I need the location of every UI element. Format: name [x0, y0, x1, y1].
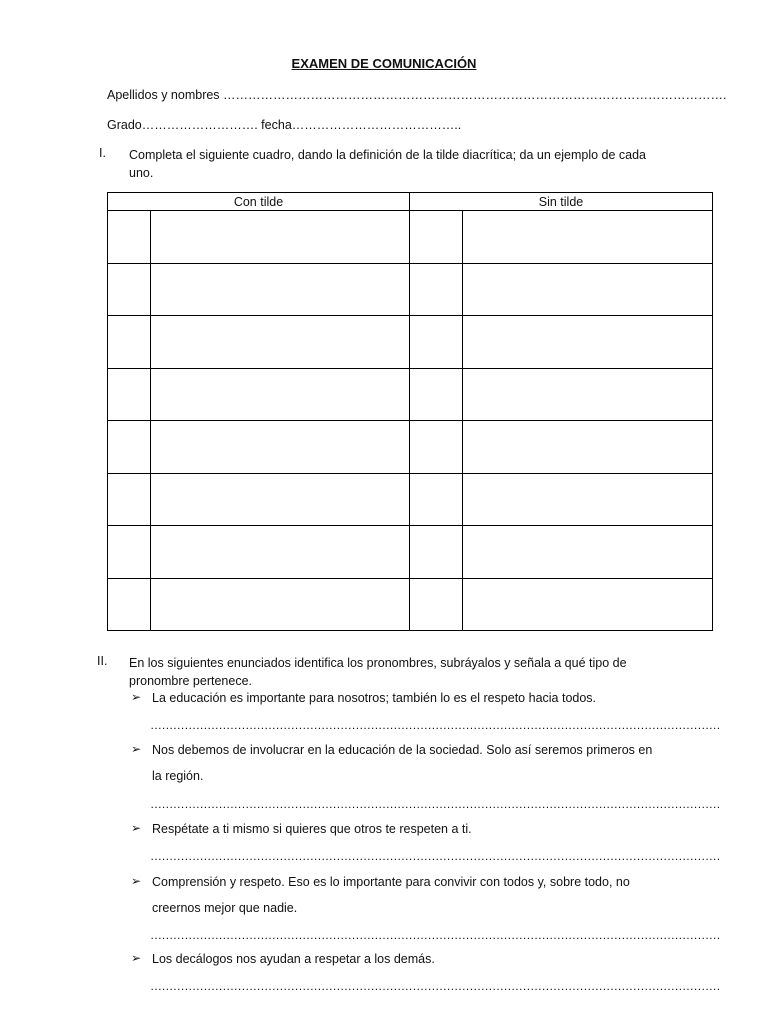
answer-line[interactable]: ……………………………………………………………………………………………………………………………………	[150, 797, 721, 811]
arrow-bullet-icon: ➢	[131, 874, 142, 888]
answer-line[interactable]: ……………………………………………………………………………………………………………………………………	[150, 718, 721, 732]
sentence-item: Los decálogos nos ayudan a respetar a los demás.	[152, 952, 435, 966]
sentence-item: Comprensión y respeto. Eso es lo importante para convivir con todos y, sobre todo, no creernos mejor que nadie.	[152, 875, 630, 915]
header-con-tilde: Con tilde	[108, 193, 410, 211]
table-cell[interactable]	[108, 263, 151, 316]
section-1-number: I.	[99, 146, 106, 160]
table-row	[108, 211, 713, 264]
table-header-row	[108, 193, 713, 211]
table-cell[interactable]	[151, 473, 410, 526]
sentence-item: Respétate a ti mismo si quieres que otros te respeten a ti.	[152, 822, 472, 836]
table-cell[interactable]	[410, 421, 463, 474]
table-cell[interactable]	[151, 211, 410, 264]
table-row	[108, 316, 713, 369]
table-cell[interactable]	[108, 368, 151, 421]
diacritic-table	[107, 192, 713, 631]
answer-line[interactable]: ……………………………………………………………………………………………………………………………………	[150, 849, 721, 863]
table-row	[108, 421, 713, 474]
table-cell[interactable]	[463, 421, 713, 474]
table-cell[interactable]	[463, 578, 713, 631]
table-cell[interactable]	[410, 578, 463, 631]
table-cell[interactable]	[410, 316, 463, 369]
table-cell[interactable]	[463, 473, 713, 526]
header-sin-tilde: Sin tilde	[410, 193, 713, 211]
arrow-bullet-icon: ➢	[131, 690, 142, 704]
table-cell[interactable]	[463, 368, 713, 421]
table-row	[108, 368, 713, 421]
table-cell[interactable]	[463, 263, 713, 316]
section-2-number: II.	[97, 654, 108, 668]
table-cell[interactable]	[108, 316, 151, 369]
section-1-instruction: Completa el siguiente cuadro, dando la definición de la tilde diacrítica; da un ejemplo de cada uno.	[129, 148, 646, 180]
table-row	[108, 473, 713, 526]
table-cell[interactable]	[151, 421, 410, 474]
table-cell[interactable]	[151, 526, 410, 579]
table-cell[interactable]	[151, 316, 410, 369]
sentence-item: La educación es importante para nosotros; también lo es el respeto hacia todos.	[152, 691, 597, 705]
table-cell[interactable]	[410, 473, 463, 526]
sentence-item: Nos debemos de involucrar en la educación de la sociedad. Solo así seremos primeros en la región.	[152, 743, 653, 783]
table-cell[interactable]	[108, 211, 151, 264]
table-row	[108, 578, 713, 631]
table-cell[interactable]	[410, 526, 463, 579]
exam-title: EXAMEN DE COMUNICACIÓN	[291, 56, 477, 71]
table-cell[interactable]	[463, 526, 713, 579]
table-row	[108, 263, 713, 316]
table-cell[interactable]	[108, 421, 151, 474]
arrow-bullet-icon: ➢	[131, 951, 142, 965]
table-cell[interactable]	[108, 578, 151, 631]
arrow-bullet-icon: ➢	[131, 742, 142, 756]
table-cell[interactable]	[108, 473, 151, 526]
table-cell[interactable]	[151, 368, 410, 421]
answer-line[interactable]: ……………………………………………………………………………………………………………………………………	[150, 979, 721, 993]
names-field: Apellidos y nombres ………………………………………………………………………………………………………….	[107, 88, 727, 102]
table-cell[interactable]	[410, 263, 463, 316]
table-cell[interactable]	[463, 211, 713, 264]
table-cell[interactable]	[410, 211, 463, 264]
grade-date-field: Grado………………………. fecha…………………………………..	[107, 118, 462, 132]
table-cell[interactable]	[151, 578, 410, 631]
table-cell[interactable]	[151, 263, 410, 316]
arrow-bullet-icon: ➢	[131, 821, 142, 835]
table-cell[interactable]	[108, 526, 151, 579]
table-cell[interactable]	[463, 316, 713, 369]
table-row	[108, 526, 713, 579]
section-2-instruction: En los siguientes enunciados identifica los pronombres, subráyalos y señala a qué tipo de pronombre pertenece.	[129, 656, 627, 688]
answer-line[interactable]: ……………………………………………………………………………………………………………………………………	[150, 928, 721, 942]
table-cell[interactable]	[410, 368, 463, 421]
